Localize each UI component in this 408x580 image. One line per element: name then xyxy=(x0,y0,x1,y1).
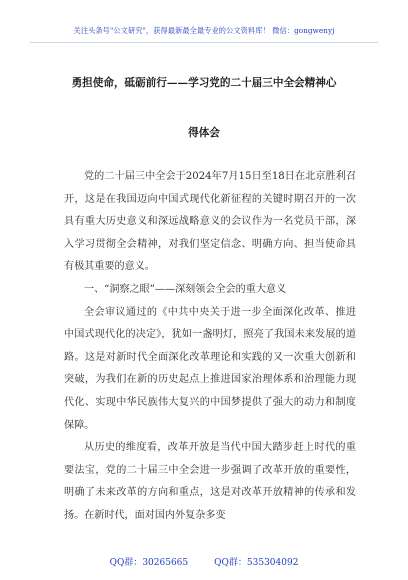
paragraph-decision: 全会审议通过的《中共中央关于进一步全面深化改革、推进中国式现代化的决定》，犹如一盏明灯，照亮了我国未来发展的道路。这是对新时代全面深化改革理论和实践的又一次重大创新和突破，为我们在新的历史起点上推进国家治理体系和治理能力现代化、实现中华民族伟大复兴的中国梦提供了强大的动力和制度保障。 xyxy=(64,306,356,431)
document-body xyxy=(64,166,356,528)
document-title-continuation: 得体会 xyxy=(188,127,220,139)
document-title: 勇担使命，砥砺前行——学习党的二十届三中全会精神心 xyxy=(71,77,337,89)
page-header-banner: 关注头条号"公文研究"，获得最新最全最专业的公文资料库！ 微信：gongwenyj xyxy=(73,26,335,35)
paragraph-history: 从历史的维度看，改革开放是当代中国大踏步赶上时代的重要法宝，党的二十届三中全会进一步强调了改革开放的重要性，明确了未来改革的方向和重点，这是对改革开放精神的传承和发扬。在新时代，面对国内外复杂多变 xyxy=(64,442,356,521)
paragraph-intro: 党的二十届三中全会于2024年7月15日至18日在北京胜利召开，这是在我国迈向中国式现代化新征程的关键时期召开的一次具有重大历史意义和深远战略意义的会议作为一名党员干部，深入学习贯彻全会精神，对我们坚定信念、明确方向、担当使命具有极其重要的意义。 xyxy=(64,171,356,273)
section-heading-1: 一、“洞察之眼”——深刻领会全会的重大意义 xyxy=(84,283,287,295)
page-footer xyxy=(0,555,408,568)
qq-group-1: QQ群：30265665 xyxy=(109,558,189,568)
qq-group-2: QQ群：535304092 xyxy=(214,558,299,568)
header-divider xyxy=(30,42,378,43)
